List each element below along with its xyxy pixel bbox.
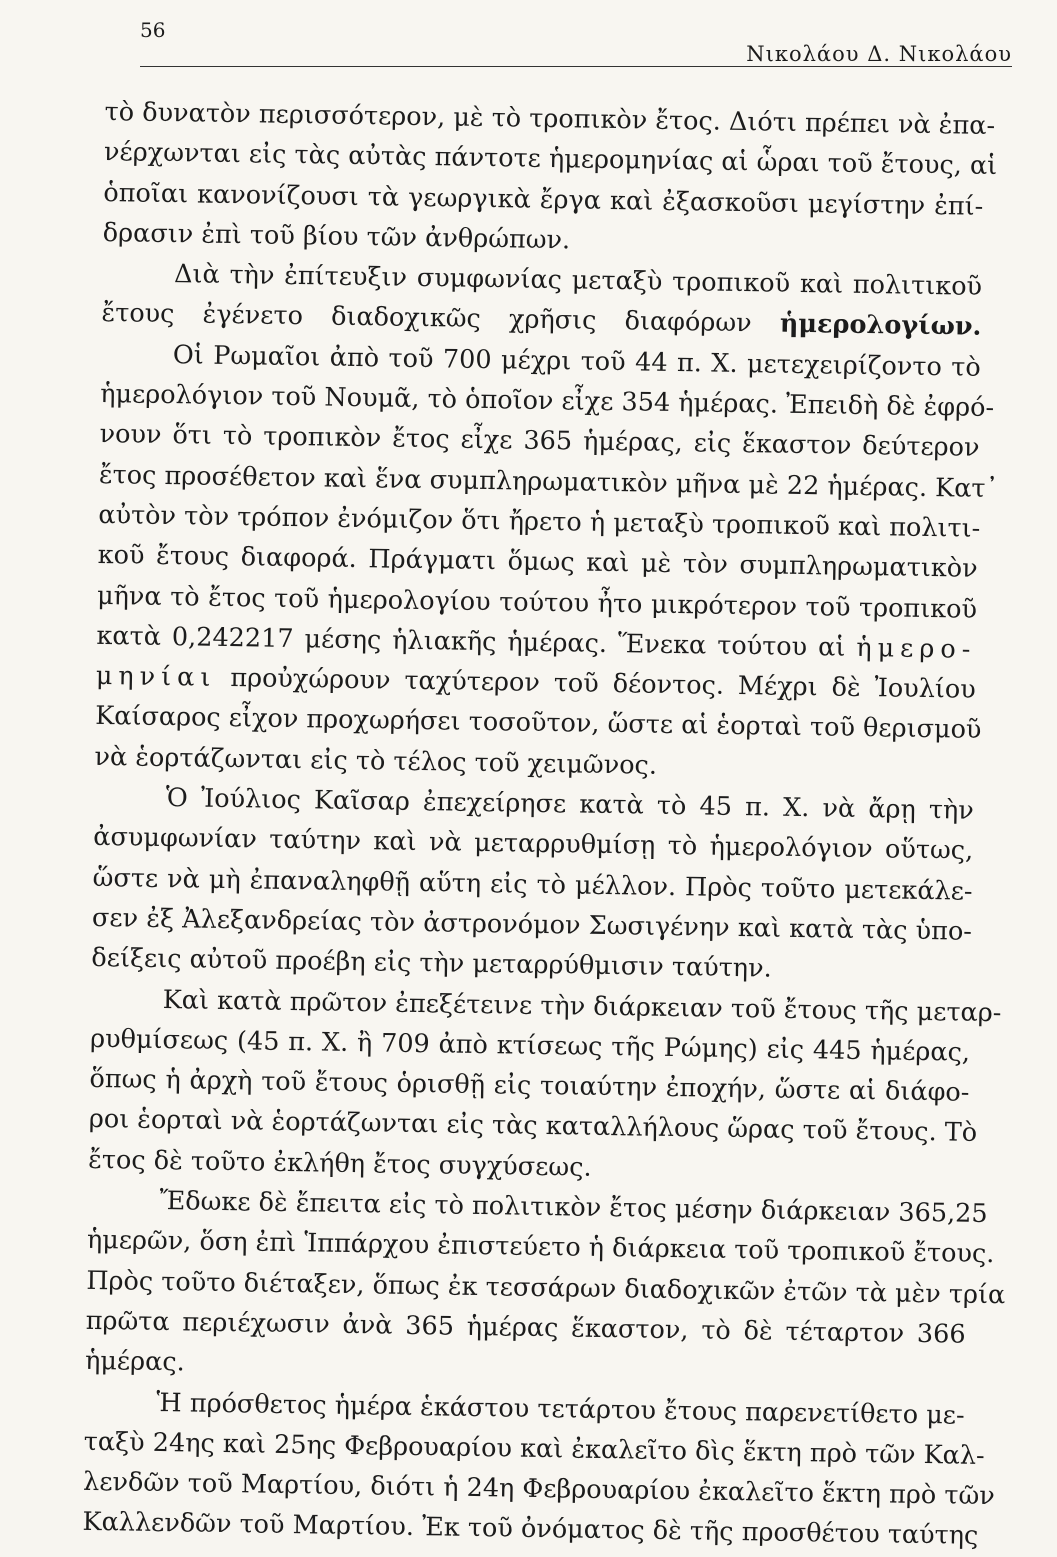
text-segment: Καλλενδῶν τοῦ Μαρτίου. Ἐκ τοῦ ὀνόματος δὲ τῆς προσθέτου ταύτης — [82, 1507, 979, 1552]
body-text — [82, 92, 1006, 1556]
text-segment: δρασιν ἐπὶ τοῦ βίου τῶν ἀνθρώπων. — [102, 217, 571, 256]
text-segment: προὐχώρουν ταχύτερον τοῦ δέοντος. Μέχρι δὲ Ἰουλίου — [216, 662, 976, 705]
running-head: Νικολάου Δ. Νικολάου — [746, 42, 1012, 66]
text-segment: ταξὺ 24ης καὶ 25ης Φεβρουαρίου καὶ ἐκαλεῖτο δὶς ἕκτη πρὸ τῶν Καλ- — [83, 1426, 985, 1471]
text-segment: Ἡ πρόσθετος ἡμέρα ἑκάστου τετάρτου ἔτους παρενετίθετο με- — [156, 1387, 965, 1431]
text-segment: Πρὸς τοῦτο διέταξεν, ὅπως ἐκ τεσσάρων διαδοχικῶν ἐτῶν τὰ μὲν τρία — [86, 1265, 1006, 1310]
text-segment: τὸ δυνατὸν περισσότερον, μὲ τὸ τροπικὸν ἔτος. Διότι πρέπει νὰ ἐπα- — [104, 96, 996, 141]
text-segment: Καὶ κατὰ πρῶτον ἐπεξέτεινε τὴν διάρκειαν τοῦ ἔτους τῆς μεταρ- — [162, 984, 1002, 1028]
text-segment: ὥστε νὰ μὴ ἐπαναληφθῇ αὕτη εἰς τὸ μέλλον. Πρὸς τοῦτο μετεκάλε- — [92, 862, 973, 907]
text-segment: λενδῶν τοῦ Μαρτίου, διότι ἡ 24η Φεβρουαρίου ἐκαλεῖτο ἕκτη πρὸ τῶν — [82, 1466, 995, 1512]
text-segment: σεν ἐξ Ἀλεξανδρείας τὸν ἀστρονόμον Σωσιγένην καὶ κατὰ τὰς ὑπο- — [91, 902, 973, 947]
header-rule — [140, 66, 1012, 67]
text-segment: μηνίαι — [95, 661, 217, 693]
text-segment: ὅπως ἡ ἀρχὴ τοῦ ἔτους ὁρισθῇ εἰς τοιαύτην ἐποχήν, ὥστε αἱ διάφο- — [89, 1064, 970, 1108]
text-segment: ἡμερολογίων. — [779, 309, 982, 343]
text-segment: ἔτος δὲ τοῦτο ἐκλήθη ἔτος συγχύσεως. — [87, 1144, 592, 1183]
text-segment: ἡμερολόγιον τοῦ Νουμᾶ, τὸ ὁποῖον εἶχε 354 ἡμέρας. Ἐπειδὴ δὲ ἐφρό- — [100, 379, 995, 424]
text-segment: νέρχωνται εἰς τὰς αὐτὰς πάντοτε ἡμερομηνίας αἱ ὧραι τοῦ ἔτους, αἱ — [103, 137, 998, 182]
text-segment: ἡμερῶν, ὅση ἐπὶ Ἱππάρχου ἐπιστεύετο ἡ διάρκεια τοῦ τροπικοῦ ἔτους. — [86, 1225, 995, 1270]
text-segment: κοῦ ἔτους διαφορά. Πράγματι ὅμως καὶ μὲ τὸν συμπληρωματικὸν — [97, 540, 978, 585]
text-segment: αὐτὸν τὸν τρόπον ἐνόμιζον ὅτι ἤρετο ἡ μεταξὺ τροπικοῦ καὶ πολιτι- — [98, 499, 981, 544]
text-segment: ὁποῖαι κανονίζουσι τὰ γεωργικὰ ἔργα καὶ ἐξασκοῦσι μεγίστην ἐπί- — [103, 177, 984, 222]
text-segment: Οἱ Ρωμαῖοι ἀπὸ τοῦ 700 μέχρι τοῦ 44 π. Χ. μετεχειρίζοντο τὸ — [172, 339, 982, 383]
text-segment: νουν ὅτι τὸ τροπικὸν ἔτος εἶχε 365 ἡμέρας, εἰς ἕκαστον δεύτερον — [99, 419, 980, 464]
text-segment: κατὰ 0,242217 μέσης ἡλιακῆς ἡμέρας. Ἕνεκα τούτου αἱ — [96, 620, 857, 663]
text-segment: ἡμέρας. — [84, 1346, 185, 1378]
text-segment: μῆνα τὸ ἔτος τοῦ ἡμερολογίου τούτου ἦτο μικρότερον τοῦ τροπικοῦ — [96, 580, 978, 625]
text-segment: Ἔδωκε δὲ ἔπειτα εἰς τὸ πολιτικὸν ἔτος μέσην διάρκειαν 365,25 — [159, 1186, 988, 1230]
text-segment: ροι ἑορταὶ νὰ ἑορτάζωνται εἰς τὰς καταλλήλους ὥρας τοῦ ἔτους. Τὸ — [88, 1104, 978, 1149]
page-header — [140, 18, 1012, 68]
text-segment: Διὰ τὴν ἐπίτευξιν συμφωνίας μεταξὺ τροπικοῦ καὶ πολιτικοῦ — [173, 259, 983, 302]
text-segment: Καίσαρος εἶχον προχωρήσει τοσοῦτον, ὥστε αἱ ἑορταὶ τοῦ θερισμοῦ — [94, 701, 982, 746]
text-segment: Ὁ Ἰούλιος Καῖσαρ ἐπεχείρησε κατὰ τὸ 45 π. Χ. νὰ ἄρῃ τὴν — [165, 783, 975, 826]
text-segment: ἔτους ἐγένετο διαδοχικῶς χρῆσις διαφόρων — [101, 298, 781, 340]
text-segment: ρυθμίσεως (45 π. Χ. ἢ 709 ἀπὸ κτίσεως τῆς Ρώμης) εἰς 445 ἡμέρας, — [89, 1023, 971, 1068]
text-segment: ἔτος προσέθετον καὶ ἕνα συμπληρωματικὸν μῆνα μὲ 22 ἡμέρας. Κατ᾿ — [98, 459, 999, 504]
text-segment: ἡμερο- — [856, 632, 977, 665]
page-number: 56 — [140, 18, 166, 42]
text-segment: ἀσυμφωνίαν ταύτην καὶ νὰ μεταρρυθμίσῃ τὸ ἡμερολόγιον οὕτως, — [93, 822, 974, 867]
text-segment: πρῶτα περιέχωσιν ἀνὰ 365 ἡμέρας ἕκαστον, τὸ δὲ τέταρτον 366 — [85, 1305, 966, 1350]
text-segment: δείξεις αὐτοῦ προέβη εἰς τὴν μεταρρύθμισιν ταύτην. — [91, 943, 772, 984]
text-segment: νὰ ἑορτάζωνται εἰς τὸ τέλος τοῦ χειμῶνος. — [94, 741, 658, 781]
